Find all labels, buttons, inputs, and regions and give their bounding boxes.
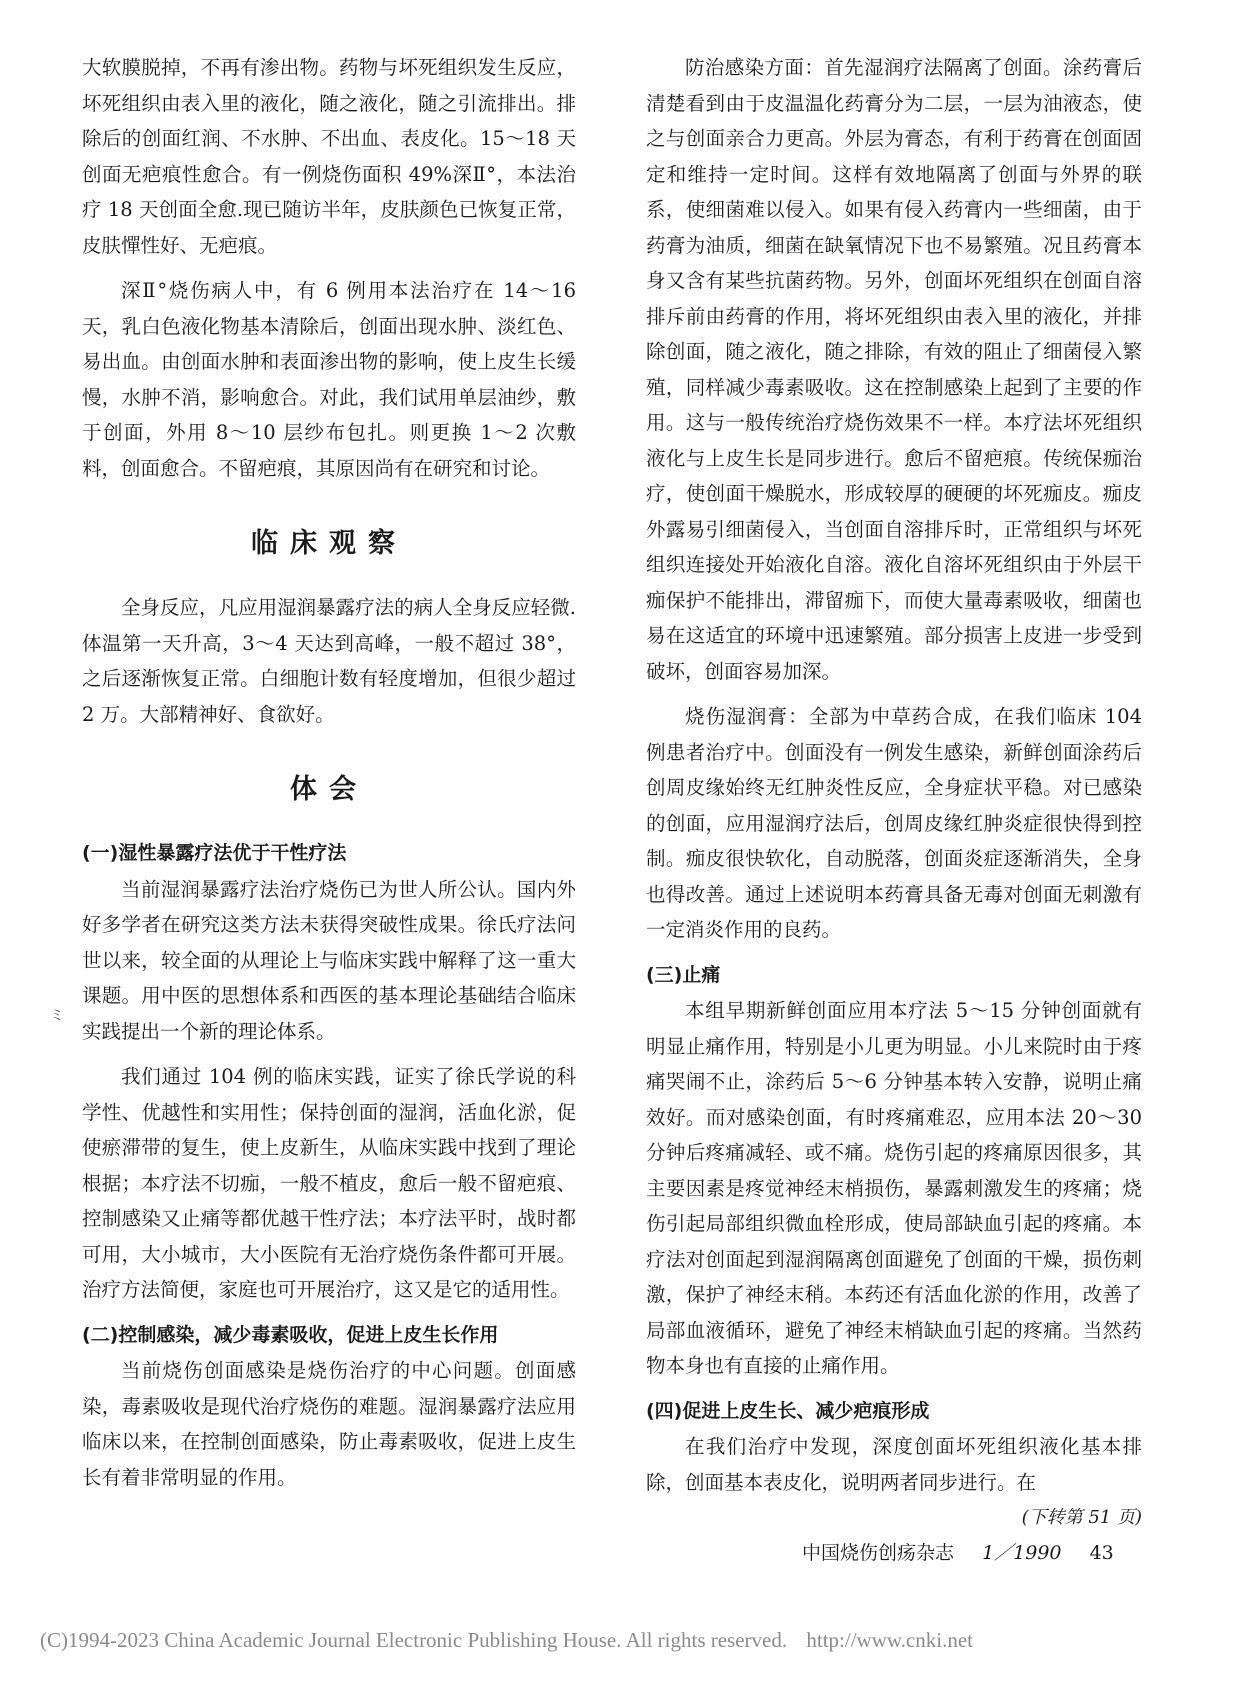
- continued-note: (下转第 51 页): [1021, 1507, 1142, 1528]
- copyright-line: [40, 1628, 987, 1653]
- subheading: (二)控制感染，减少毒素吸收，促进上皮生长作用: [82, 1323, 499, 1346]
- page-number: 43: [1089, 1542, 1114, 1564]
- copyright-notice: (C)1994-2023 China Academic Journal Electronic Publishing House. All rights reserved.: [40, 1628, 788, 1652]
- paragraph: 当前湿润暴露疗法治疗烧伤已为世人所公认。国内外好多学者在研究这类方法未获得突破性成果。徐氏疗法问世以来，较全面的从理论上与临床实践中解释了这一重大课题。用中医的思想体系和西医的基本理论基础结合临床实践提出一个新的理论体系。: [82, 877, 576, 1043]
- margin-mark: ミ: [50, 1008, 64, 1024]
- right-column: [646, 50, 1142, 1536]
- left-column: [82, 50, 576, 1505]
- subheading: (三)止痛: [646, 963, 721, 986]
- paragraph: 当前烧伤创面感染是烧伤治疗的中心问题。创面感染，毒素吸收是现代治疗烧伤的难题。湿润暴露疗法应用临床以来，在控制创面感染，防止毒素吸收，促进上皮生长有着非常明显的作用。: [82, 1359, 576, 1489]
- section-heading-clinical-observation: 临床观察: [251, 528, 407, 559]
- subheading: (一)湿性暴露疗法优于干性疗法: [82, 842, 347, 864]
- page-footer: [802, 1538, 1136, 1565]
- journal-name: 中国烧伤创疡杂志: [802, 1542, 955, 1564]
- paragraph: 深Ⅱ°烧伤病人中，有 6 例用本法治疗在 14～16 天，乳白色液化物基本清除后，创面出现水肿、淡红色、易出血。由创面水肿和表面渗出物的影响，使上皮生长缓慢，水肿不消，影响愈合。对此，我们试用单层油纱，敷于创面，外用 8～10 层纱布包扎。则更换 1～2 次敷料，创面愈合。不留疤痕，其原因尚有在研究和讨论。: [82, 279, 576, 480]
- cnki-url[interactable]: http://www.cnki.net: [806, 1628, 973, 1652]
- issue-number: 1／1990: [982, 1542, 1062, 1564]
- subheading: (四)促进上皮生长、减少疤痕形成: [646, 1399, 930, 1422]
- paragraph: 我们通过 104 例的临床实践，证实了徐氏学说的科学性、优越性和实用性；保持创面的湿润，活血化淤，促使瘀滞带的复生，使上皮新生，从临床实践中找到了理论根据；本疗法不切痂，一般不植皮，愈后一般不留疤痕、控制感染又止痛等都优越干性疗法；本疗法平时，战时都可用，大小城市，大小医院有无治疗烧伤条件都可开展。治疗方法简便，家庭也可开展治疗，这又是它的适用性。: [82, 1065, 576, 1301]
- section-heading-experience: 体会: [290, 774, 368, 805]
- paragraph: 本组早期新鲜创面应用本疗法 5～15 分钟创面就有明显止痛作用，特别是小儿更为明显。小儿来院时由于疼痛哭闹不止，涂药后 5～6 分钟基本转入安静，说明止痛效好。而对感染创面，有时疼痛难忍，应用本法 20～30 分钟后疼痛减轻、或不痛。烧伤引起的疼痛原因很多，其主要因素是疼觉神经末梢损伤，暴露刺激发生的疼痛；烧伤引起局部组织微血栓形成，使局部缺血引起的疼痛。本疗法对创面起到湿润隔离创面避免了创面的干燥，损伤刺激，保护了神经末稍。本药还有活血化淤的作用，改善了局部血液循环，避免了神经末梢缺血引起的疼痛。当然药物本身也有直接的止痛作用。: [646, 999, 1142, 1377]
- paragraph: 全身反应，凡应用湿润暴露疗法的病人全身反应轻微.体温第一天升高，3～4 天达到高峰，一般不超过 38°，之后逐渐恢复正常。白细胞计数有轻度增加，但很少超过 2 万。大部精神好、食欲好。: [82, 596, 576, 726]
- paragraph: 大软膜脱掉，不再有渗出物。药物与坏死组织发生反应，坏死组织由表入里的液化，随之液化，随之引流排出。排除后的创面红润、不水肿、不出血、表皮化。15～18 天创面无疤痕性愈合。有一例烧伤面积 49%深Ⅱ°，本法治疗 18 天创面全愈.现已随访半年，皮肤颜色已恢复正常，皮肤憚性好、无疤痕。: [82, 56, 576, 257]
- paragraph: 在我们治疗中发现，深度创面坏死组织液化基本排除，创面基本表皮化，说明两者同步进行。在: [646, 1435, 1142, 1494]
- paragraph: 烧伤湿润膏：全部为中草药合成，在我们临床 104 例患者治疗中。创面没有一例发生感染，新鲜创面涂药后创周皮缘始终无红肿炎性反应，全身症状平稳。对已感染的创面，应用湿润疗法后，创周皮缘红肿炎症很快得到控制。痂皮很快软化，自动脱落，创面炎症逐渐消失，全身也得改善。通过上述说明本药膏具备无毒对创面无刺激有一定消炎作用的良药。: [646, 705, 1142, 941]
- paragraph: 防治感染方面：首先湿润疗法隔离了创面。涂药膏后清楚看到由于皮温温化药膏分为二层，一层为油液态，使之与创面亲合力更高。外层为膏态，有利于药膏在创面固定和维持一定时间。这样有效地隔离了创面与外界的联系，使细菌难以侵入。如果有侵入药膏内一些细菌，由于药膏为油质，细菌在缺氧情况下也不易繁殖。况且药膏本身又含有某些抗菌药物。另外，创面坏死组织在创面自溶排斥前由药膏的作用，将坏死组织由表入里的液化，并排除创面，随之液化，随之排除，有效的阻止了细菌侵入繁殖，同样减少毒素吸收。这在控制感染上起到了主要的作用。这与一般传统治疗烧伤效果不一样。本疗法坏死组织液化与上皮生长是同步进行。愈后不留疤痕。传统保痂治疗，使创面干燥脱水，形成较厚的硬硬的坏死痂皮。痂皮外露易引细菌侵入，当创面自溶排斥时，正常组织与坏死组织连接处开始液化自溶。液化自溶坏死组织由于外层干痂保护不能排出，滞留痂下，而使大量毒素吸收，细菌也易在这适宜的环境中迅速繁殖。部分损害上皮进一步受到破坏，创面容易加深。: [646, 56, 1142, 683]
